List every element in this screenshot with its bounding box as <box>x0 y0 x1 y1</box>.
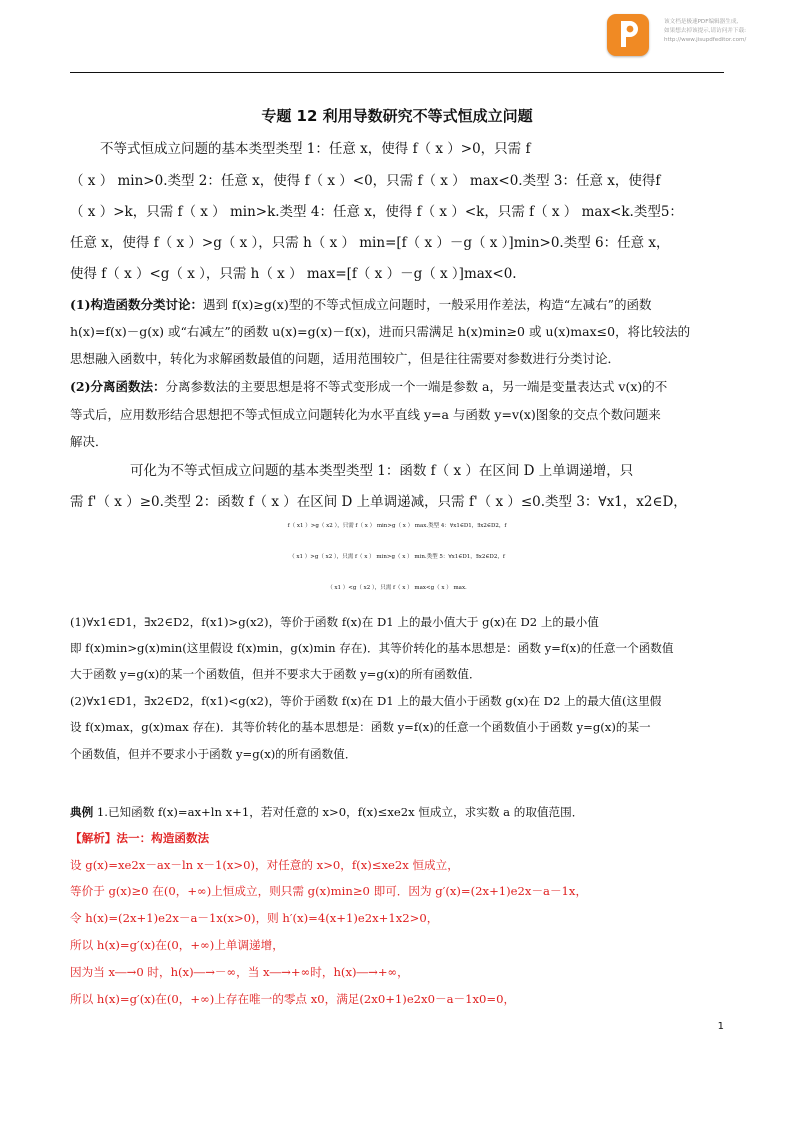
types2-line: f（ x1 ）>g（ x2 ），只需 f（ x ） min>g（ x ） max.类型 4：∀x1∈D1，∃x2∈D2，f <box>287 523 507 529</box>
solution-line: 令 h(x)=(2x+1)e2x－a－1x(x>0)，则 h′(x)=4(x+1)e2x+1x2>0， <box>70 911 439 925</box>
watermark-line: 该文档是极速PDF编辑器生成, <box>664 19 739 25</box>
header-divider <box>70 72 724 73</box>
method2-line: 解决． <box>70 434 108 449</box>
solution-header: 【解析】法一：构造函数法 <box>70 831 210 845</box>
watermark-notice <box>664 18 789 45</box>
method2-line: 等式后，应用数形结合思想把不等式恒成立问题转化为水平直线 y=a 与函数 y=v(x)图象的交点个数问题来 <box>70 407 661 422</box>
method1-line: 思想融入函数中，转化为求解函数最值的问题，适用范围较广，但是往往需要对参数进行分类讨论． <box>70 351 621 366</box>
types2-line: 可化为不等式恒成立问题的基本类型类型 1：函数 f（ x ）在区间 D 上单调递增，只 <box>130 463 634 479</box>
types2-line: 需 f'（ x ）≥0.类型 2：函数 f（ x ）在区间 D 上单调递减，只需 f'（ x ）≤0.类型 3：∀x1，x2∈D， <box>70 494 687 510</box>
note2-line: 个函数值，但并不要求小于函数 y=g(x)的所有函数值． <box>70 747 357 761</box>
intro-line: 任意 x，使得 f（ x ）>g（ x ），只需 h（ x ） min=[f（ x ）－g（ x ）]min>0.类型 6：任意 x， <box>70 235 670 251</box>
solution-line: 所以 h(x)=g′(x)在(0，+∞)上存在唯一的零点 x0，满足(2x0+1)e2x0－a－1x0=0， <box>70 992 516 1006</box>
method1-text: 遇到 f(x)≥g(x)型的不等式恒成立问题时，一般采用作差法，构造“左减右”的函数 <box>203 297 652 312</box>
example-label: 典例 <box>70 805 94 819</box>
intro-line: 不等式恒成立问题的基本类型类型 1：任意 x，使得 f（ x ）>0，只需 f <box>100 141 531 157</box>
page-number: 1 <box>717 1021 724 1032</box>
intro-line: 使得 f（ x ）<g（ x ），只需 h（ x ） max=[f（ x ）－g（ x ）]max<0. <box>70 266 517 282</box>
types2-line: （ x1 ）<g（ x2 ），只需 f（ x ） max<g（ x ） max. <box>327 585 467 591</box>
method2-line <box>70 377 667 395</box>
method2-label: (2)分离函数法： <box>70 379 166 394</box>
types2-line: （ x1 ）>g（ x2 ），只需 f（ x ） min>g（ x ） min.类型 5：∀x1∈D1，∃x2∈D2，f <box>289 554 505 560</box>
note1-line: 即 f(x)min>g(x)min(这里假设 f(x)min，g(x)min 存在)．其等价转化的基本思想是：函数 y=f(x)的任意一个函数值 <box>70 641 674 655</box>
method1-line: h(x)=f(x)－g(x) 或“右减左”的函数 u(x)=g(x)－f(x)，进而只需满足 h(x)min≥0 或 u(x)max≤0，将比较法的 <box>70 324 691 339</box>
example-line <box>70 804 583 820</box>
method1-label: (1)构造函数分类讨论： <box>70 297 204 312</box>
note1-line: 大于函数 y=g(x)的某一个函数值，但并不要求大于函数 y=g(x)的所有函数值． <box>70 667 481 681</box>
watermark-line: 如果想去掉该提示,请访问并下载: <box>664 28 746 34</box>
solution-line: 所以 h(x)=g′(x)在(0，+∞)上单调递增， <box>70 938 284 952</box>
solution-line: 设 g(x)=xe2x－ax－ln x－1(x>0)，对任意的 x>0，f(x)≤xe2x 恒成立， <box>70 858 459 872</box>
watermark-link[interactable]: http://www.jisupdfeditor.com/ <box>664 37 747 43</box>
page-title: 专题 12 利用导数研究不等式恒成立问题 <box>261 107 533 125</box>
solution-line: 等价于 g(x)≥0 在(0，+∞)上恒成立，则只需 g(x)min≥0 即可．因为 g′(x)=(2x+1)e2x－a－1x， <box>70 884 588 898</box>
intro-line: （ x ）>k，只需 f（ x ） min>k.类型 4：任意 x，使得 f（ x ）<k，只需 f（ x ） max<k.类型5： <box>70 204 683 220</box>
method2-text: 分离参数法的主要思想是将不等式变形成一个一端是参数 a，另一端是变量表达式 v(x)的不 <box>165 379 668 394</box>
example-text: 1.已知函数 f(x)=ax+ln x+1，若对任意的 x>0，f(x)≤xe2x 恒成立，求实数 a 的取值范围． <box>93 805 584 819</box>
method1-line <box>70 295 652 313</box>
note2-line: (2)∀x1∈D1，∃x2∈D2，f(x1)<g(x2)，等价于函数 f(x)在 D1 上的最大值小于函数 g(x)在 D2 上的最大值(这里假 <box>70 694 662 708</box>
note1-line: (1)∀x1∈D1，∃x2∈D2，f(x1)>g(x2)，等价于函数 f(x)在 D1 上的最小值大于 g(x)在 D2 上的最小值 <box>70 615 599 629</box>
solution-line: 因为当 x―→0 时，h(x)―→－∞，当 x―→+∞时，h(x)―→+∞， <box>70 965 409 979</box>
note2-line: 设 f(x)max，g(x)max 存在)．其等价转化的基本思想是：函数 y=f(x)的任意一个函数值小于函数 y=g(x)的某一 <box>70 720 651 734</box>
pdf-editor-logo-icon <box>607 14 649 56</box>
intro-line: （ x ） min>0.类型 2：任意 x，使得 f（ x ）<0，只需 f（ x ） max<0.类型 3：任意 x，使得f <box>70 173 661 189</box>
